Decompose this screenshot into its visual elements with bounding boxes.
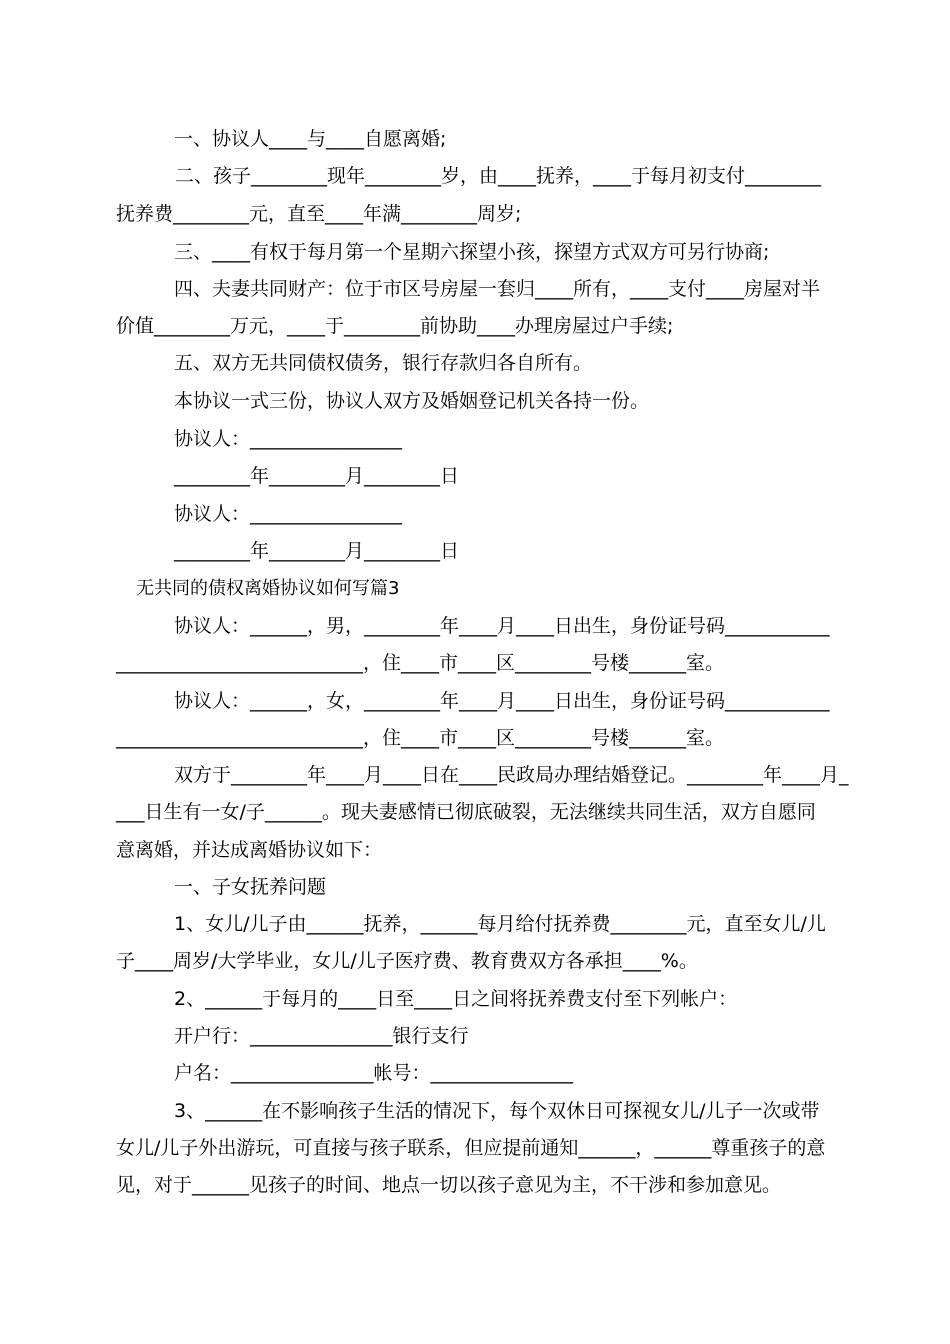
signatory-2-line: 协议人：________________ <box>174 503 403 525</box>
custody-item-1-line-2: 子____周岁/大学毕业，女儿/儿子医疗费、教育费双方各承担____%。 <box>116 950 698 972</box>
clause-2-line-2: 抚养费________元，直至____年满________周岁; <box>116 203 522 225</box>
clause-4-line-1: 四、夫妻共同财产：位于市区号房屋一套归____所有，____支付____房屋对半 <box>174 278 821 300</box>
child-custody-heading: 一、子女抚养问题 <box>174 876 327 898</box>
clause-1-line: 一、协议人____与____自愿离婚; <box>174 128 447 150</box>
account-line: 户名：_______________帐号：_______________ <box>174 1062 574 1084</box>
party-2-line-1: 协议人：______，女，________年____月____日出生，身份证号码___________ <box>174 690 830 712</box>
signatory-1-date: ________年________月________日 <box>174 465 460 487</box>
custody-item-3-line-3: 见，对于______见孩子的时间、地点一切以孩子意见为主，不干涉和参加意见。 <box>116 1174 782 1196</box>
custody-item-3-line-2: 女儿/儿子外出游玩，可直接与孩子联系，但应提前通知______，______尊重孩子的意 <box>116 1137 826 1159</box>
clause-3-line: 三、____有权于每月第一个星期六探望小孩，探望方式双方可另行协商; <box>174 241 770 263</box>
signatory-1-line: 协议人：________________ <box>174 428 403 450</box>
clause-5-line: 五、双方无共同债权债务，银行存款归各自所有。 <box>174 352 593 374</box>
custody-item-1-line-1: 1、女儿/儿子由______抚养，______每月给付抚养费________元，直至女儿/儿 <box>174 913 826 935</box>
section-heading: 无共同的债权离婚协议如何写篇3 <box>136 578 400 599</box>
clause-4-line-2: 价值________万元，____于________前协助____办理房屋过户手续; <box>116 315 674 337</box>
marriage-info-line-1: 双方于________年____月____日在____民政局办理结婚登记。________年____月_ <box>174 764 849 786</box>
custody-item-3-line-1: 3、______在不影响孩子生活的情况下，每个双休日可探视女儿/儿子一次或带 <box>174 1100 820 1122</box>
copies-statement: 本协议一式三份，协议人双方及婚姻登记机关各持一份。 <box>174 390 650 412</box>
custody-item-2-line: 2、______于每月的____日至____日之间将抚养费支付至下列帐户： <box>174 988 738 1010</box>
signatory-2-date: ________年________月________日 <box>174 540 460 562</box>
clause-2-line-1: 二、孩子________现年________岁，由____抚养，____于每月初支付________ <box>175 165 822 187</box>
marriage-info-line-3: 意离婚，并达成离婚协议如下： <box>116 839 383 861</box>
bank-branch-line: 开户行：_______________银行支行 <box>174 1025 469 1047</box>
party-2-line-2: __________________________，住____市____区________号楼______室。 <box>116 727 725 749</box>
marriage-info-line-2: ___日生有一女/子______。现夫妻感情已彻底破裂，无法继续共同生活，双方自愿同 <box>116 801 816 823</box>
party-1-line-2: __________________________，住____市____区________号楼______室。 <box>116 652 725 674</box>
party-1-line-1: 协议人：______，男，________年____月____日出生，身份证号码___________ <box>174 615 830 637</box>
